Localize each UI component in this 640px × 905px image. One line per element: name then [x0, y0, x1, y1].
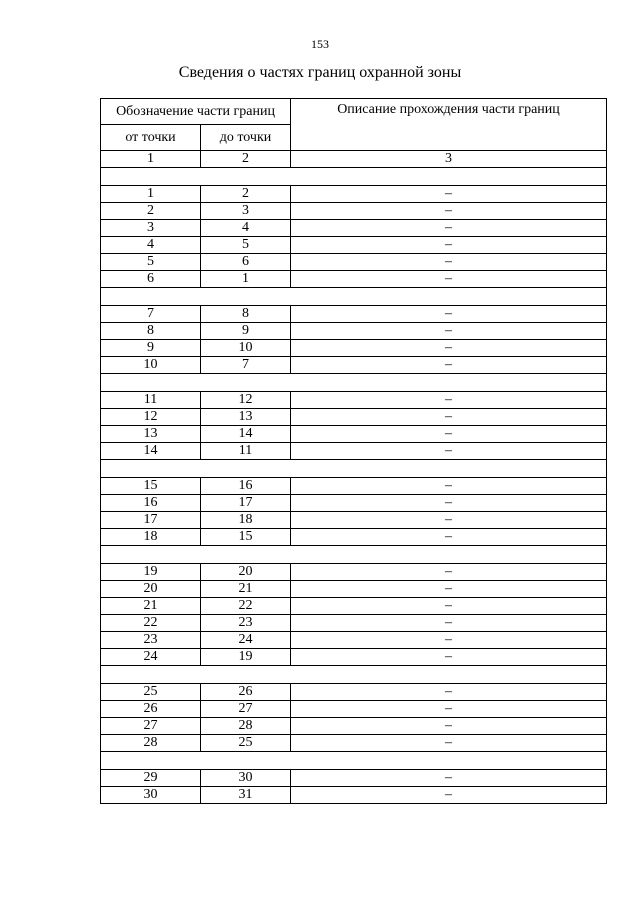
- from-point-cell: 5: [101, 254, 201, 271]
- column-number-row: [101, 151, 607, 168]
- to-point-cell: 14: [201, 426, 291, 443]
- from-point-cell: 22: [101, 615, 201, 632]
- to-point-header: до точки: [201, 125, 291, 151]
- to-point-cell: 10: [201, 340, 291, 357]
- to-point-cell: 21: [201, 581, 291, 598]
- group-separator-row: [101, 374, 607, 392]
- table-row: [101, 649, 607, 666]
- from-point-cell: 25: [101, 684, 201, 701]
- to-point-cell: 19: [201, 649, 291, 666]
- table-row: [101, 323, 607, 340]
- description-cell: –: [291, 684, 607, 701]
- description-cell: –: [291, 512, 607, 529]
- description-cell: –: [291, 426, 607, 443]
- table-row: [101, 409, 607, 426]
- to-point-cell: 2: [201, 186, 291, 203]
- to-point-cell: 17: [201, 495, 291, 512]
- table-row: [101, 735, 607, 752]
- description-cell: –: [291, 186, 607, 203]
- to-point-cell: 9: [201, 323, 291, 340]
- to-point-cell: 4: [201, 220, 291, 237]
- table-row: [101, 615, 607, 632]
- description-cell: –: [291, 237, 607, 254]
- group-separator-row: [101, 666, 607, 684]
- to-point-cell: 25: [201, 735, 291, 752]
- from-point-cell: 23: [101, 632, 201, 649]
- to-point-cell: 5: [201, 237, 291, 254]
- from-point-cell: 6: [101, 271, 201, 288]
- description-cell: –: [291, 632, 607, 649]
- from-point-header: от точки: [101, 125, 201, 151]
- from-point-cell: 16: [101, 495, 201, 512]
- description-cell: –: [291, 254, 607, 271]
- from-point-cell: 28: [101, 735, 201, 752]
- description-cell: –: [291, 220, 607, 237]
- boundary-designation-header: Обозначение части границ: [101, 99, 291, 125]
- from-point-cell: 21: [101, 598, 201, 615]
- description-cell: –: [291, 203, 607, 220]
- table-row: [101, 271, 607, 288]
- from-point-cell: 17: [101, 512, 201, 529]
- description-cell: –: [291, 495, 607, 512]
- table-row: [101, 701, 607, 718]
- from-point-cell: 1: [101, 186, 201, 203]
- to-point-cell: 15: [201, 529, 291, 546]
- group-separator-cell: [101, 168, 607, 186]
- description-cell: –: [291, 718, 607, 735]
- description-cell: –: [291, 392, 607, 409]
- table-row: [101, 237, 607, 254]
- description-cell: –: [291, 581, 607, 598]
- from-point-cell: 26: [101, 701, 201, 718]
- table-row: [101, 581, 607, 598]
- description-cell: –: [291, 306, 607, 323]
- group-separator-cell: [101, 666, 607, 684]
- group-separator-cell: [101, 460, 607, 478]
- to-point-cell: 11: [201, 443, 291, 460]
- from-point-cell: 30: [101, 787, 201, 804]
- group-separator-cell: [101, 288, 607, 306]
- table-row: [101, 529, 607, 546]
- description-cell: –: [291, 340, 607, 357]
- description-cell: –: [291, 649, 607, 666]
- description-cell: –: [291, 787, 607, 804]
- group-separator-row: [101, 168, 607, 186]
- to-point-cell: 28: [201, 718, 291, 735]
- description-cell: –: [291, 271, 607, 288]
- group-separator-cell: [101, 374, 607, 392]
- table-body: [101, 151, 607, 804]
- description-cell: –: [291, 443, 607, 460]
- to-point-cell: 22: [201, 598, 291, 615]
- from-point-cell: 24: [101, 649, 201, 666]
- from-point-cell: 13: [101, 426, 201, 443]
- group-separator-cell: [101, 546, 607, 564]
- from-point-cell: 18: [101, 529, 201, 546]
- to-point-cell: 23: [201, 615, 291, 632]
- group-separator-cell: [101, 752, 607, 770]
- column-number: 1: [101, 151, 201, 168]
- description-cell: –: [291, 478, 607, 495]
- group-separator-row: [101, 752, 607, 770]
- table-row: [101, 787, 607, 804]
- from-point-cell: 20: [101, 581, 201, 598]
- table-row: [101, 203, 607, 220]
- to-point-cell: 18: [201, 512, 291, 529]
- to-point-cell: 8: [201, 306, 291, 323]
- table-row: [101, 220, 607, 237]
- to-point-cell: 3: [201, 203, 291, 220]
- description-cell: –: [291, 529, 607, 546]
- description-cell: –: [291, 564, 607, 581]
- table-row: [101, 632, 607, 649]
- to-point-cell: 16: [201, 478, 291, 495]
- table-row: [101, 598, 607, 615]
- description-cell: –: [291, 701, 607, 718]
- from-point-cell: 3: [101, 220, 201, 237]
- column-number: 2: [201, 151, 291, 168]
- description-cell: –: [291, 598, 607, 615]
- table-row: [101, 770, 607, 787]
- table-row: [101, 254, 607, 271]
- from-point-cell: 12: [101, 409, 201, 426]
- document-title: Сведения о частях границ охранной зоны: [178, 64, 462, 81]
- to-point-cell: 27: [201, 701, 291, 718]
- to-point-cell: 30: [201, 770, 291, 787]
- to-point-cell: 1: [201, 271, 291, 288]
- to-point-cell: 26: [201, 684, 291, 701]
- column-number: 3: [291, 151, 607, 168]
- from-point-cell: 9: [101, 340, 201, 357]
- table-row: [101, 443, 607, 460]
- table-row: [101, 495, 607, 512]
- from-point-cell: 27: [101, 718, 201, 735]
- table-row: [101, 478, 607, 495]
- to-point-cell: 6: [201, 254, 291, 271]
- description-cell: –: [291, 357, 607, 374]
- description-cell: –: [291, 409, 607, 426]
- from-point-cell: 2: [101, 203, 201, 220]
- to-point-cell: 7: [201, 357, 291, 374]
- group-separator-row: [101, 546, 607, 564]
- table-row: [101, 684, 607, 701]
- from-point-cell: 15: [101, 478, 201, 495]
- from-point-cell: 11: [101, 392, 201, 409]
- description-cell: –: [291, 735, 607, 752]
- table-row: [101, 564, 607, 581]
- to-point-cell: 13: [201, 409, 291, 426]
- description-cell: –: [291, 323, 607, 340]
- group-separator-row: [101, 288, 607, 306]
- from-point-cell: 14: [101, 443, 201, 460]
- description-header: Описание прохождения части границ: [291, 99, 607, 151]
- description-cell: –: [291, 615, 607, 632]
- table-row: [101, 357, 607, 374]
- table-row: [101, 718, 607, 735]
- from-point-cell: 8: [101, 323, 201, 340]
- to-point-cell: 31: [201, 787, 291, 804]
- boundary-parts-table: [100, 98, 607, 804]
- from-point-cell: 29: [101, 770, 201, 787]
- from-point-cell: 4: [101, 237, 201, 254]
- table-row: [101, 512, 607, 529]
- from-point-cell: 19: [101, 564, 201, 581]
- table-row: [101, 392, 607, 409]
- from-point-cell: 10: [101, 357, 201, 374]
- to-point-cell: 24: [201, 632, 291, 649]
- table-row: [101, 426, 607, 443]
- table-row: [101, 186, 607, 203]
- to-point-cell: 12: [201, 392, 291, 409]
- group-separator-row: [101, 460, 607, 478]
- table-row: [101, 340, 607, 357]
- page-number: 153: [311, 37, 329, 51]
- description-cell: –: [291, 770, 607, 787]
- from-point-cell: 7: [101, 306, 201, 323]
- table-row: [101, 306, 607, 323]
- to-point-cell: 20: [201, 564, 291, 581]
